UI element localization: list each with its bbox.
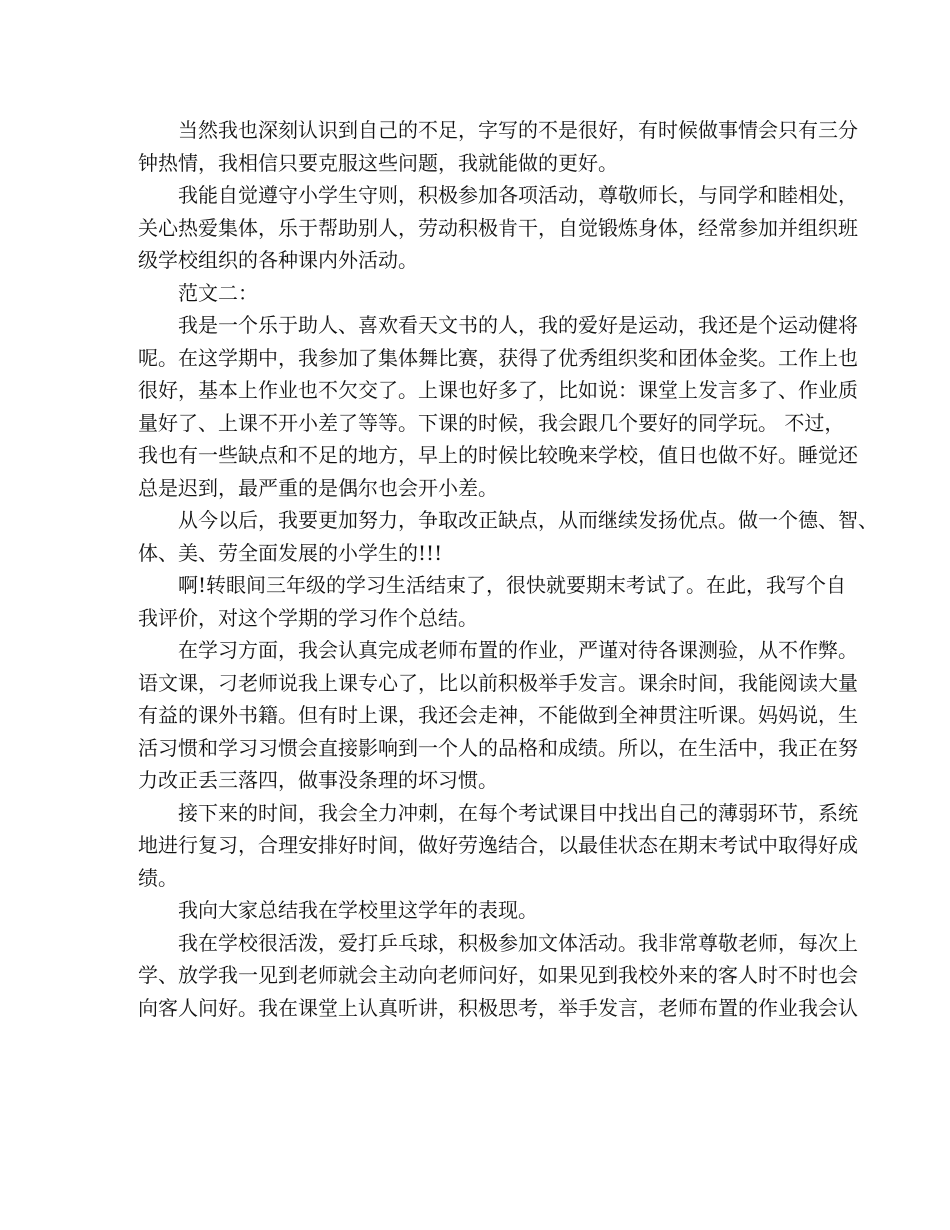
text-line: 语文课，刁老师说我上课专心了，比以前积极举手发言。课余时间，我能阅读大量 xyxy=(138,670,858,695)
paragraph-8 xyxy=(138,797,858,895)
text-line: 量好了、上课不开小差了等等。下课的时候，我会跟几个要好的同学玩。 不过， xyxy=(138,410,845,435)
paragraph-1 xyxy=(138,114,858,179)
paragraph-10 xyxy=(138,927,858,1025)
paragraph-7 xyxy=(138,634,858,797)
text-line: 体、美、劳全面发展的小学生的!!! xyxy=(138,540,443,565)
text-line: 力改正丢三落四，做事没条理的坏习惯。 xyxy=(138,768,498,792)
text-line: 我能自觉遵守小学生守则，积极参加各项活动，尊敬师长，与同学和睦相处， xyxy=(178,183,858,207)
text-line: 我评价，对这个学期的学习作个总结。 xyxy=(138,605,478,630)
paragraph-5 xyxy=(138,504,878,569)
text-line: 接下来的时间，我会全力冲刺，在每个考试课目中找出自己的薄弱环节，系统 xyxy=(178,800,858,825)
text-line: 活习惯和学习习惯会直接影响到一个人的品格和成绩。所以，在生活中，我正在努 xyxy=(138,735,858,760)
text-line: 啊!转眼间三年级的学习生活结束了，很快就要期末考试了。在此，我写个自 xyxy=(178,573,847,597)
paragraph-3-heading xyxy=(138,277,828,310)
paragraph-2 xyxy=(138,179,858,277)
text-line: 我向大家总结我在学校里这学年的表现。 xyxy=(178,898,538,922)
text-line: 我也有一些缺点和不足的地方，早上的时候比较晚来学校，值日也做不好。睡觉还 xyxy=(138,443,858,467)
text-line: 很好，基本上作业也不欠交了。上课也好多了，比如说：课堂上发言多了、作业质 xyxy=(138,378,858,402)
text-line: 呢。在这学期中，我参加了集体舞比赛，获得了优秀组织奖和团体金奖。工作上也 xyxy=(138,345,858,370)
text-line: 在学习方面，我会认真完成老师布置的作业，严谨对待各课测验，从不作弊。 xyxy=(178,638,858,662)
document-body xyxy=(138,114,878,1024)
text-line: 我是一个乐于助人、喜欢看天文书的人，我的爱好是运动，我还是个运动健将 xyxy=(178,313,858,337)
text-line: 有益的课外书籍。但有时上课，我还会走神，不能做到全神贯注听课。妈妈说，生 xyxy=(138,703,858,727)
text-line: 当然我也深刻认识到自己的不足，字写的不是很好，有时候做事情会只有三分 xyxy=(178,118,858,142)
text-line: 钟热情，我相信只要克服这些问题，我就能做的更好。 xyxy=(138,150,618,175)
text-line: 学、放学我一见到老师就会主动向老师问好，如果见到我校外来的客人时不时也会 xyxy=(138,963,858,987)
text-line: 地进行复习，合理安排好时间，做好劳逸结合，以最佳状态在期末考试中取得好成 xyxy=(138,833,858,857)
paragraph-9 xyxy=(138,894,828,927)
text-line: 我在学校很活泼，爱打乒乓球，积极参加文体活动。我非常尊敬老师，每次上 xyxy=(178,930,858,955)
text-line: 关心热爱集体，乐于帮助别人，劳动积极肯干，自觉锻炼身体，经常参加并组织班 xyxy=(138,215,858,240)
paragraph-4 xyxy=(138,309,858,504)
text-line: 绩。 xyxy=(138,865,178,890)
section-heading: 范文二： xyxy=(178,280,258,305)
text-line: 向客人问好。我在课堂上认真听讲，积极思考，举手发言，老师布置的作业我会认 xyxy=(138,995,858,1020)
text-line: 从今以后，我要更加努力，争取改正缺点，从而继续发扬优点。做一个德、智、 xyxy=(178,508,878,532)
text-line: 总是迟到，最严重的是偶尔也会开小差。 xyxy=(138,475,498,500)
paragraph-6 xyxy=(138,569,847,634)
text-line: 级学校组织的各种课内外活动。 xyxy=(138,248,418,272)
